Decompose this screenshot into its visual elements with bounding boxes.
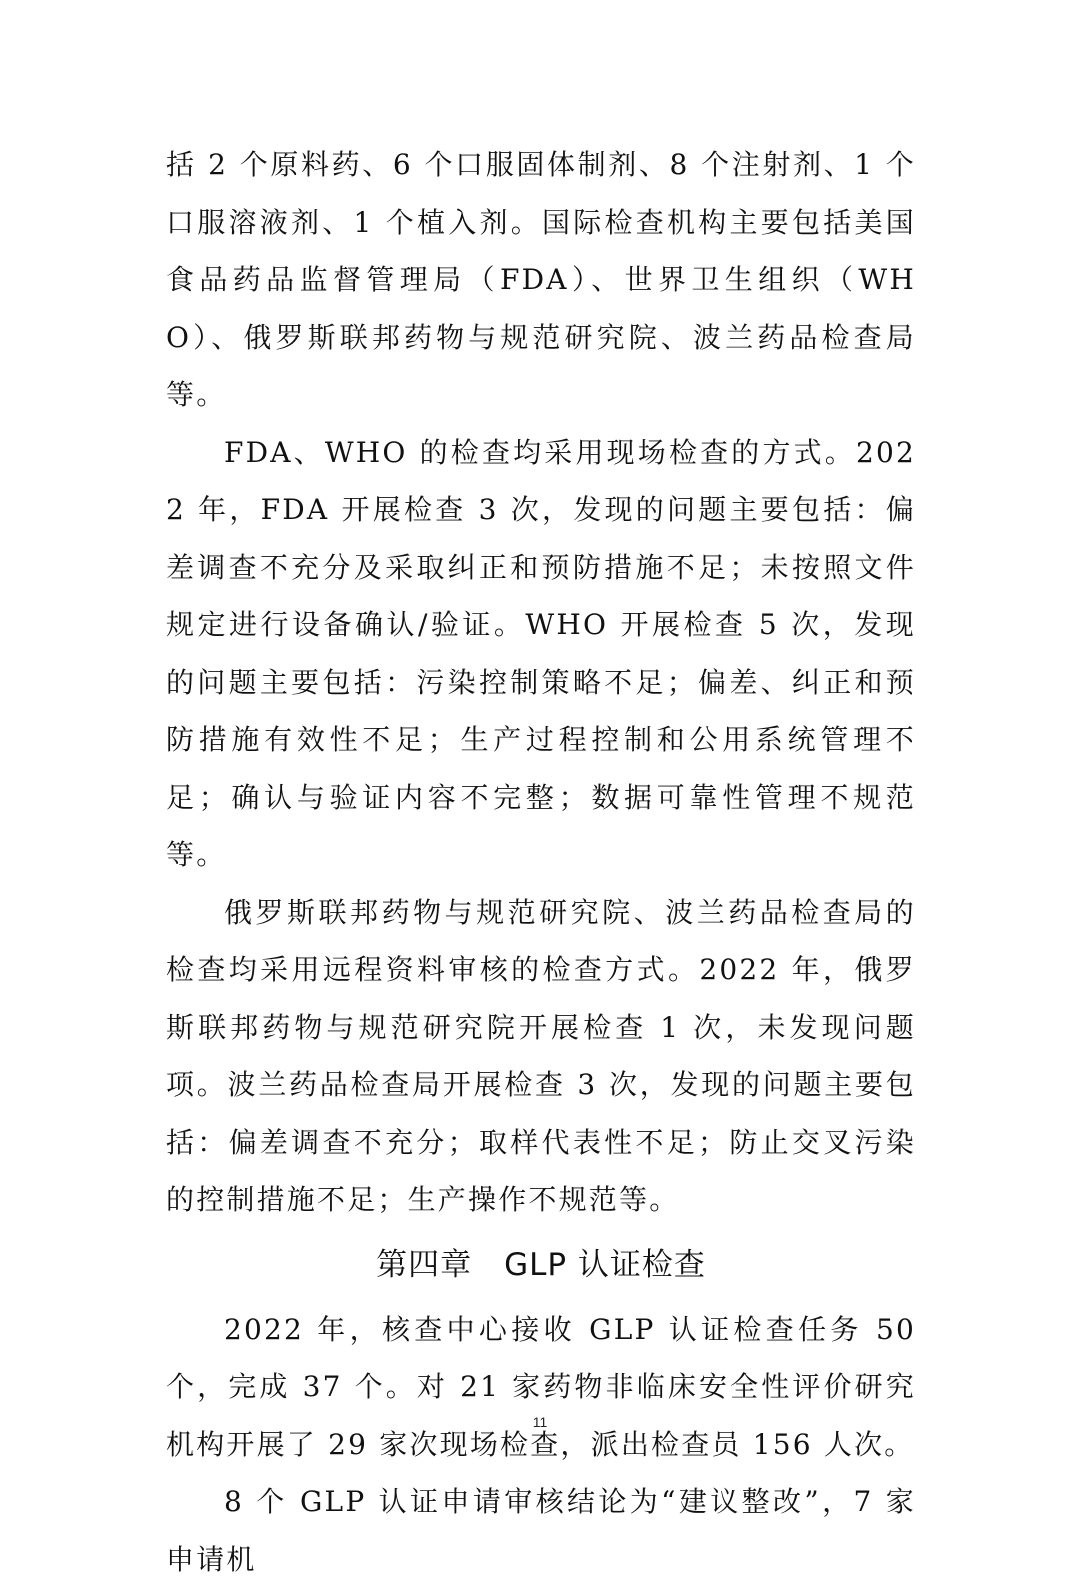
paragraph-glp-review-conclusions: 8 个 GLP 认证申请审核结论为“建议整改”，7 家申请机 [166, 1485, 916, 1576]
page-number: 11 [532, 1414, 548, 1430]
paragraph-continued-list: 括 2 个原料药、6 个口服固体制剂、8 个注射剂、1 个口服溶液剂、1 个植入剂。国际检查机构主要包括美国食品药品监督管理局（FDA）、世界卫生组织（WHO）、俄罗斯联邦药物与规范研究院、波兰药品检查局等。 [166, 148, 916, 411]
chapter-heading: 第四章 GLP 认证检查 [376, 1246, 706, 1283]
paragraph-glp-tasks: 2022 年，核查中心接收 GLP 认证检查任务 50 个，完成 37 个。对 21 家药物非临床安全性评价研究机构开展了 29 家次现场检查，派出检查员 156 人次。 [166, 1312, 916, 1461]
page-content [166, 136, 916, 1588]
paragraph-russia-poland-inspections: 俄罗斯联邦药物与规范研究院、波兰药品检查局的检查均采用远程资料审核的检查方式。2022 年，俄罗斯联邦药物与规范研究院开展检查 1 次，未发现问题项。波兰药品检查局开展检查 3 次，发现的问题主要包括：偏差调查不充分；取样代表性不足；防止交叉污染的控制措施不足；生产操作不规范等。 [166, 895, 916, 1216]
paragraph-fda-who-inspections: FDA、WHO 的检查均采用现场检查的方式。2022 年，FDA 开展检查 3 次，发现的问题主要包括：偏差调查不充分及采取纠正和预防措施不足；未按照文件规定进行设备确认/验证。WHO 开展检查 5 次，发现的问题主要包括：污染控制策略不足；偏差、纠正和预防措施有效性不足；生产过程控制和公用系统管理不足；确认与验证内容不完整；数据可靠性管理不规范等。 [166, 435, 916, 871]
